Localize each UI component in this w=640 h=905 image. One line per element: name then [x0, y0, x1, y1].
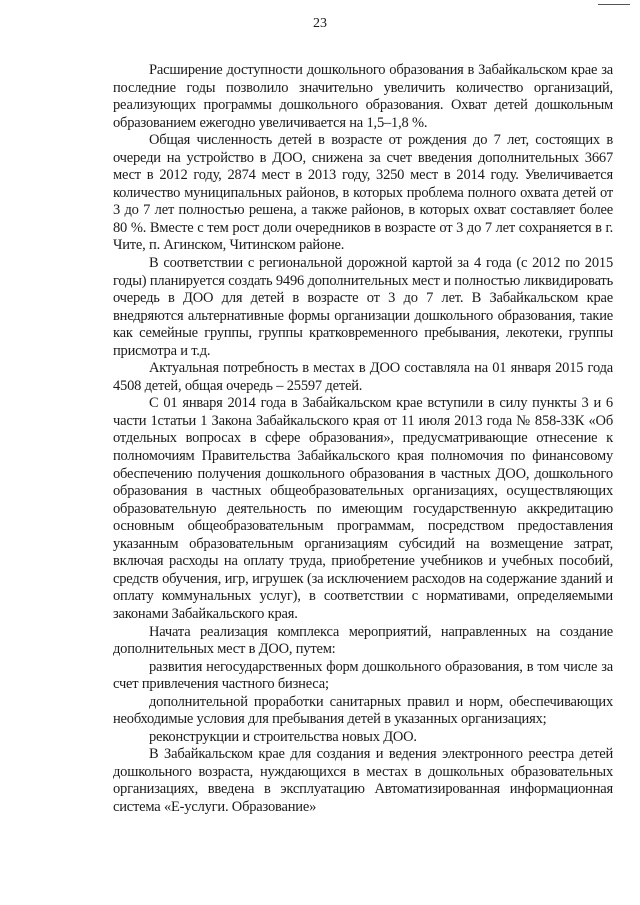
paragraph-law-provisions: С 01 января 2014 года в Забайкальском крае вступили в силу пункты 3 и 6 части 1статьи 1 Закона Забайкальского края от 11 июля 2013 года № 858-ЗЗК «Об отдельных вопросах в сфере образования», предусматривающие отнесение к полномочиям Правительства Забайкальского края полномочия по финансовому обеспечению получения дошкольного образования в частных ДОО, дошкольного образования в частных общеобразовательных организациях, осуществляющих образовательную деятельность по имеющим государственную аккредитацию основным общеобразовательным программам, посредством предоставления указанным образовательным организациям субсидий на возмещение затрат, включая расходы на оплату труда, приобретение учебников и учебных пособий, средств обучения, игр, игрушек (за исключением расходов на содержание зданий и оплату коммунальных услуг), в соответствии с нормативами, определяемыми законами Забайкальского края.	[113, 395, 613, 622]
body-text	[113, 62, 613, 817]
paragraph-actual-demand: Актуальная потребность в местах в ДОО составляла на 01 января 2015 года 4508 детей, общая очередь – 25597 детей.	[113, 360, 613, 394]
page-number: 23	[313, 16, 327, 31]
list-item-sanitary-rules: дополнительной проработки санитарных правил и норм, обеспечивающих необходимые условия для пребывания детей в указанных организациях;	[113, 693, 613, 728]
list-item-construction: реконструкции и строительства новых ДОО.	[149, 728, 417, 745]
paragraph-preschool-access: Расширение доступности дошкольного образования в Забайкальском крае за последние годы позволило значительно увеличить количество организаций, реализующих программы дошкольного образования. Охват детей дошкольным образованием ежегодно увеличивается на 1,5–1,8 %.	[113, 62, 613, 131]
paragraph-queue-reduction: Общая численность детей в возрасте от рождения до 7 лет, состоящих в очереди на устройство в ДОО, снижена за счет введения дополнительных 3667 мест в 2012 году, 2874 мест в 2013 году, 3250 мест в 2014 году. Увеличивается количество муниципальных районов, в которых проблема полного охвата детей от 3 до 7 лет полностью решена, а также районов, в которых охват составляет более 80 %. Вместе с тем рост доли очередников в возрасте от 3 до 7 лет сохраняется в г. Чите, п. Агинском, Читинском районе.	[113, 132, 613, 254]
paragraph-electronic-registry: В Забайкальском крае для создания и ведения электронного реестра детей дошкольного возраста, нуждающихся в местах в дошкольных образовательных организациях, введена в эксплуатацию Автоматизированная информационная система «Е-услуги. Образование»	[113, 746, 613, 815]
list-item-private-forms: развития негосударственных форм дошкольного образования, в том числе за счет привлечения частного бизнеса;	[113, 658, 613, 693]
paragraph-road-map: В соответствии с региональной дорожной картой за 4 года (с 2012 по 2015 годы) планируется создать 9496 дополнительных мест и полностью ликвидировать очередь в ДОО для детей в возрасте от 3 до 7 лет. В Забайкальском крае внедряются альтернативные формы организации дошкольного образования, такие как семейные группы, группы кратковременного пребывания, лекотеки, группы присмотра и т.д.	[113, 255, 613, 359]
corner-mark	[598, 4, 630, 5]
paragraph-measures-intro: Начата реализация комплекса мероприятий, направленных на создание дополнительных мест в ДОО, путем:	[113, 623, 613, 658]
